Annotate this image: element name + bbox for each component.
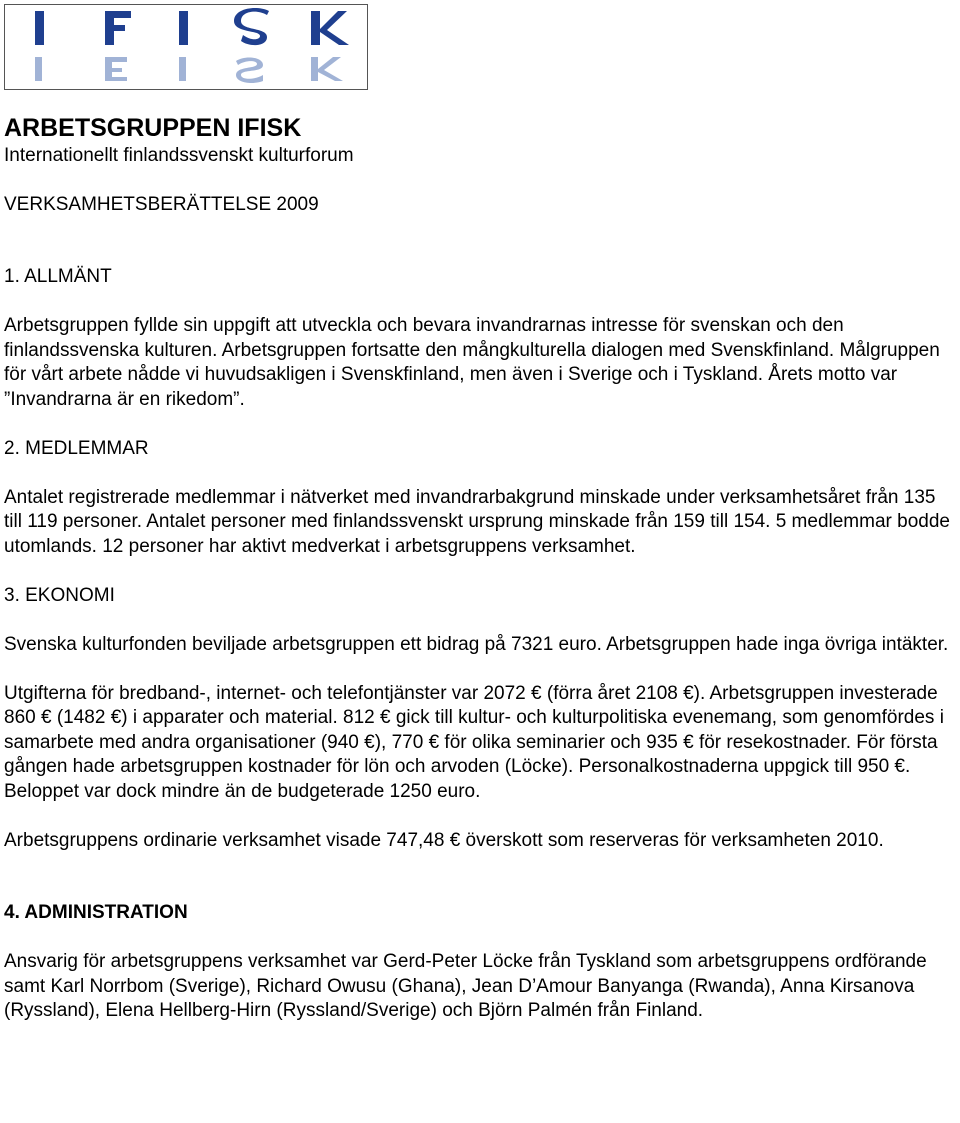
section-heading-ekonomi: 3. EKONOMI xyxy=(4,584,115,606)
document-subtitle: Internationellt finlandssvenskt kulturforum xyxy=(4,145,354,166)
report-title: VERKSAMHETSBERÄTTELSE 2009 xyxy=(4,193,319,215)
section-heading-medlemmar: 2. MEDLEMMAR xyxy=(4,437,149,459)
section-heading-allmant: 1. ALLMÄNT xyxy=(4,266,112,287)
section-paragraph: Utgifterna för bredband-, internet- och telefontjänster var 2072 € (förra året 2108 €). Arbetsgruppen investerade 860 € (1482 €) i apparater och material. 812 € gick till kultur- och kulturpolitiska evenemang, som genomfördes i samarbete med andra organisationer (940 €), 770 € för olika seminarier och 935 € för resekostnader. För första gången hade arbetsgruppen kostnader för lön och arvoden (Löcke). Personalkostnaderna uppgick till 950 €. Beloppet var dock mindre än de budgeterade 1250 euro. xyxy=(4,682,944,802)
section-paragraph: Svenska kulturfonden beviljade arbetsgruppen ett bidrag på 7321 euro. Arbetsgruppen hade inga övriga intäkter. xyxy=(4,633,949,655)
section-paragraph: Arbetsgruppens ordinarie verksamhet visade 747,48 € överskott som reserveras för verksamheten 2010. xyxy=(4,829,884,851)
section-paragraph: Ansvarig för arbetsgruppens verksamhet var Gerd-Peter Löcke från Tyskland som arbetsgruppens ordförande samt Karl Norrbom (Sverige), Richard Owusu (Ghana), Jean D’Amour Banyanga (Rwanda), Anna Kirsanova (Ryssland), Elena Hellberg-Hirn (Ryssland/Sverige) och Björn Palmén från Finland. xyxy=(4,951,927,1021)
document-body xyxy=(4,112,956,1024)
section-paragraph: Arbetsgruppen fyllde sin uppgift att utveckla och bevara invandrarnas intresse för svenskan och den finlandssvenska kulturen. Arbetsgruppen fortsatte den mångkulturella dialogen med Svenskfinland. Målgruppen för vårt arbete nådde vi huvudsakligen i Svenskfinland, men även i Sverige och i Tyskland. Årets motto var ”Invandrarna är en rikedom”. xyxy=(4,315,940,410)
section-heading-administration: 4. ADMINISTRATION xyxy=(4,902,188,923)
ifisk-logo xyxy=(4,4,368,90)
ifisk-logo-graphic xyxy=(5,5,367,89)
section-paragraph: Antalet registrerade medlemmar i nätverket med invandrarbakgrund minskade under verksamhetsåret från 135 till 119 personer. Antalet personer med finlandssvenskt ursprung minskade från 159 till 154. 5 medlemmar bodde utomlands. 12 personer har aktivt medverkat i arbetsgruppens verksamhet. xyxy=(4,486,950,557)
document-title: ARBETSGRUPPEN IFISK xyxy=(4,114,302,142)
